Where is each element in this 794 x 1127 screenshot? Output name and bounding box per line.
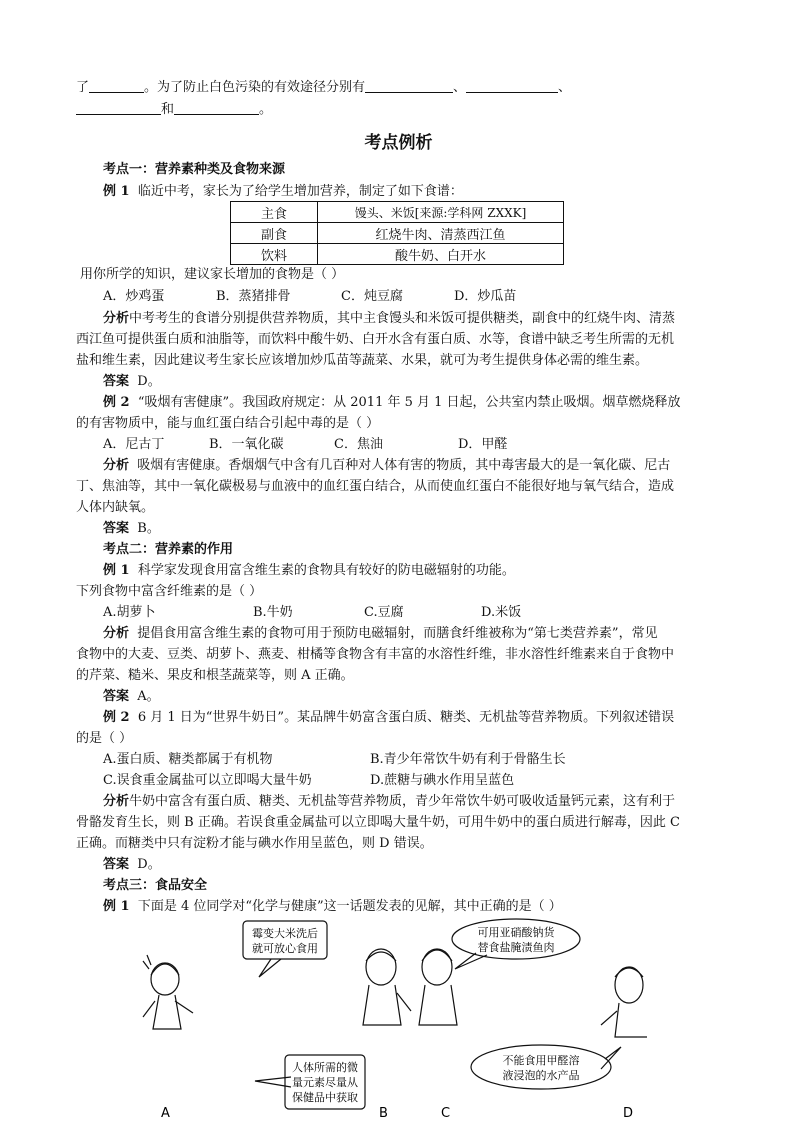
- students-cartoon: [131, 917, 651, 1127]
- analysis-label: 分析: [103, 794, 130, 809]
- option-c[interactable]: C．焦油: [334, 437, 383, 452]
- bubble-a-line-1: 霉变大米洗后: [252, 927, 318, 940]
- table-cell: 副食: [231, 223, 318, 244]
- option-a[interactable]: A.胡萝卜: [103, 605, 156, 620]
- student-a-figure: [143, 955, 193, 1029]
- answer-line: [103, 519, 160, 539]
- analysis-label: 分析: [103, 626, 130, 641]
- intro-text: 和: [161, 102, 175, 117]
- answer-value: D。: [137, 857, 161, 872]
- answer-label: 答案: [103, 857, 130, 872]
- student-b-figure: [363, 949, 411, 1025]
- option-a[interactable]: A.蛋白质、糖类都属于有机物: [103, 752, 273, 767]
- intro-text: 。: [259, 102, 273, 117]
- bubble-d-line-1: 不能食用甲醛溶: [502, 1054, 580, 1067]
- answer-line: [103, 687, 160, 707]
- analysis-line: 食物中的大麦、豆类、胡萝卜、燕麦、柑橘等食物含有丰富的水溶性纤维，非水溶性纤维素来自于食物中: [76, 647, 675, 662]
- option-b[interactable]: B．蒸猪排骨: [216, 289, 291, 304]
- kp1-heading: 考点一：营养素种类及食物来源: [103, 162, 286, 177]
- label-b: B: [379, 1106, 388, 1121]
- answer-label: 答案: [103, 521, 130, 536]
- analysis-line: 丁、焦油等，其中一氧化碳极易与血液中的血红蛋白结合，从而使血红蛋白不能很好地与氧气结合，造成: [76, 479, 675, 494]
- example-stem: 临近中考，家长为了给学生增加营养，制定了如下食谱：: [137, 184, 463, 199]
- answer-blank[interactable]: [466, 78, 558, 93]
- example-stem: “吸烟有害健康”。我国政府规定：从 2011 年 5 月 1 日起，公共室内禁止吸烟。烟草燃烧释放: [137, 395, 681, 410]
- table-cell: 红烧牛肉、清蒸西江鱼: [318, 223, 564, 244]
- bubble-a-line-2: 就可放心食用: [252, 942, 318, 955]
- example-stem-cont: 的是（ ）: [76, 731, 133, 746]
- analysis-line: [103, 309, 675, 329]
- analysis-line: 骨骼发育生长，则 B 正确。若误食重金属盐可以立即喝大量牛奶，可用牛奶中的蛋白质进行解毒，因此 C: [76, 815, 680, 830]
- student-c-figure: [419, 949, 457, 1025]
- student-d-figure: [601, 967, 647, 1037]
- bubble-b-line-3: 保健品中获取: [292, 1091, 358, 1104]
- option-d[interactable]: D.蔗糖与碘水作用呈蓝色: [370, 773, 515, 788]
- option-a[interactable]: A．炒鸡蛋: [103, 289, 165, 304]
- option-c[interactable]: C．炖豆腐: [341, 289, 403, 304]
- table-row: [231, 223, 564, 244]
- option-b[interactable]: B．一氧化碳: [209, 437, 284, 452]
- example-stem-cont: 的有害物质中，能与血红蛋白结合引起中毒的是（ ）: [76, 416, 380, 431]
- answer-value: B。: [137, 521, 160, 536]
- example-label: 例 1: [103, 184, 130, 199]
- bubble-d-line-2: 液浸泡的水产品: [502, 1069, 580, 1082]
- option-d[interactable]: D．甲醛: [458, 437, 508, 452]
- menu-table: [230, 201, 564, 265]
- table-cell: 馒头、米饭[来源:学科网 ZXXK]: [318, 202, 564, 223]
- option-d[interactable]: D.米饭: [481, 605, 522, 620]
- analysis-line: [103, 624, 658, 644]
- example-label: 例 1: [103, 899, 130, 914]
- kp1-ex2-stem: [103, 393, 681, 413]
- bubble-c-line-2: 替食盐腌渍鱼肉: [477, 941, 555, 954]
- table-cell: 酸牛奶、白开水: [318, 244, 564, 265]
- analysis-line: 西江鱼可提供蛋白质和油脂等，而饮料中酸牛奶、白开水含有蛋白质、水等，食谱中缺乏考生所需的无机: [76, 332, 675, 347]
- label-d: D: [623, 1106, 634, 1121]
- option-b[interactable]: B.牛奶: [253, 605, 293, 620]
- option-d[interactable]: D．炒瓜苗: [454, 289, 517, 304]
- option-b[interactable]: B.青少年常饮牛奶有利于骨骼生长: [370, 752, 566, 767]
- example-stem: 6 月 1 日为“世界牛奶日”。某品牌牛奶富含蛋白质、糖类、无机盐等营养物质。下列叙述错误: [137, 710, 675, 725]
- analysis-label: 分析: [103, 458, 130, 473]
- example-stem: 下面是 4 位同学对“化学与健康”这一话题发表的见解，其中正确的是（ ）: [137, 899, 562, 914]
- table-cell: 饮料: [231, 244, 318, 265]
- analysis-line: 盐和维生素，因此建议考生家长应该增加炒瓜苗等蔬菜、水果，就可为考生提供身体必需的维生素。: [76, 353, 649, 368]
- label-a: A: [161, 1106, 170, 1121]
- answer-line: [103, 855, 161, 875]
- bubble-c-line-1: 可用亚硝酸钠货: [477, 926, 555, 939]
- answer-blank[interactable]: [174, 100, 259, 115]
- table-row: [231, 244, 564, 265]
- analysis-text: 吸烟有害健康。香烟烟气中含有几百种对人体有害的物质，其中毒害最大的是一氧化碳、尼古: [137, 458, 671, 473]
- kp2-ex2-stem: [103, 708, 674, 728]
- answer-label: 答案: [103, 374, 130, 389]
- analysis-text: 提倡食用富含维生素的食物可用于预防电磁辐射，而膳食纤维被称为“第七类营养素”，常见: [137, 626, 658, 641]
- example-label: 例 2: [103, 710, 130, 725]
- answer-value: A。: [137, 689, 160, 704]
- option-c[interactable]: C.豆腐: [364, 605, 404, 620]
- answer-label: 答案: [103, 689, 130, 704]
- separator: 、: [558, 80, 572, 95]
- option-a[interactable]: A．尼古丁: [103, 437, 165, 452]
- kp2-ex1-stem: [103, 561, 515, 581]
- intro-text: 。为了防止白色污染的有效途径分别有: [144, 80, 366, 95]
- bubble-b-line-2: 量元素尽量从: [292, 1076, 358, 1089]
- table-row: [231, 202, 564, 223]
- example-label: 例 1: [103, 563, 130, 578]
- answer-blank[interactable]: [365, 78, 453, 93]
- analysis-line: [103, 456, 670, 476]
- analysis-text: 牛奶中富含有蛋白质、糖类、无机盐等营养物质，青少年常饮牛奶可吸收适量钙元素，这有利于: [129, 794, 676, 809]
- analysis-label: 分析: [103, 311, 130, 326]
- kp3-heading: 考点三：食品安全: [103, 878, 208, 893]
- intro-text: 了: [76, 80, 90, 95]
- option-c[interactable]: C.误食重金属盐可以立即喝大量牛奶: [103, 773, 312, 788]
- analysis-line: 的芹菜、糙米、果皮和根茎蔬菜等，则 A 正确。: [76, 668, 354, 683]
- answer-line: [103, 372, 161, 392]
- intro-line-2: [76, 100, 272, 120]
- bubble-b-line-1: 人体所需的微: [292, 1061, 358, 1074]
- analysis-line: [103, 792, 675, 812]
- separator: 、: [453, 80, 467, 95]
- kp3-ex1-stem: [103, 897, 562, 917]
- example-label: 例 2: [103, 395, 130, 410]
- kp1-ex1-question: 用你所学的知识，建议家长增加的食物是（ ）: [80, 267, 345, 282]
- kp1-ex1-stem: [103, 182, 463, 202]
- kp2-ex1-question: 下列食物中富含纤维素的是（ ）: [76, 584, 263, 599]
- answer-blank[interactable]: [89, 78, 144, 93]
- answer-blank[interactable]: [76, 100, 161, 115]
- table-cell: 主食: [231, 202, 318, 223]
- label-c: C: [441, 1106, 451, 1121]
- analysis-text: 中考考生的食谱分别提供营养物质，其中主食馒头和米饭可提供糖类，副食中的红烧牛肉、清蒸: [129, 311, 676, 326]
- intro-line-1: [76, 78, 571, 98]
- kp2-heading: 考点二：营养素的作用: [103, 542, 234, 557]
- example-stem: 科学家发现食用富含维生素的食物具有较好的防电磁辐射的功能。: [137, 563, 515, 578]
- section-title: 考点例析: [364, 133, 433, 153]
- answer-value: D。: [137, 374, 161, 389]
- analysis-line: 人体内缺氧。: [76, 500, 155, 515]
- analysis-line: 正确。而糖类中只有淀粉才能与碘水作用呈蓝色，则 D 错误。: [76, 836, 433, 851]
